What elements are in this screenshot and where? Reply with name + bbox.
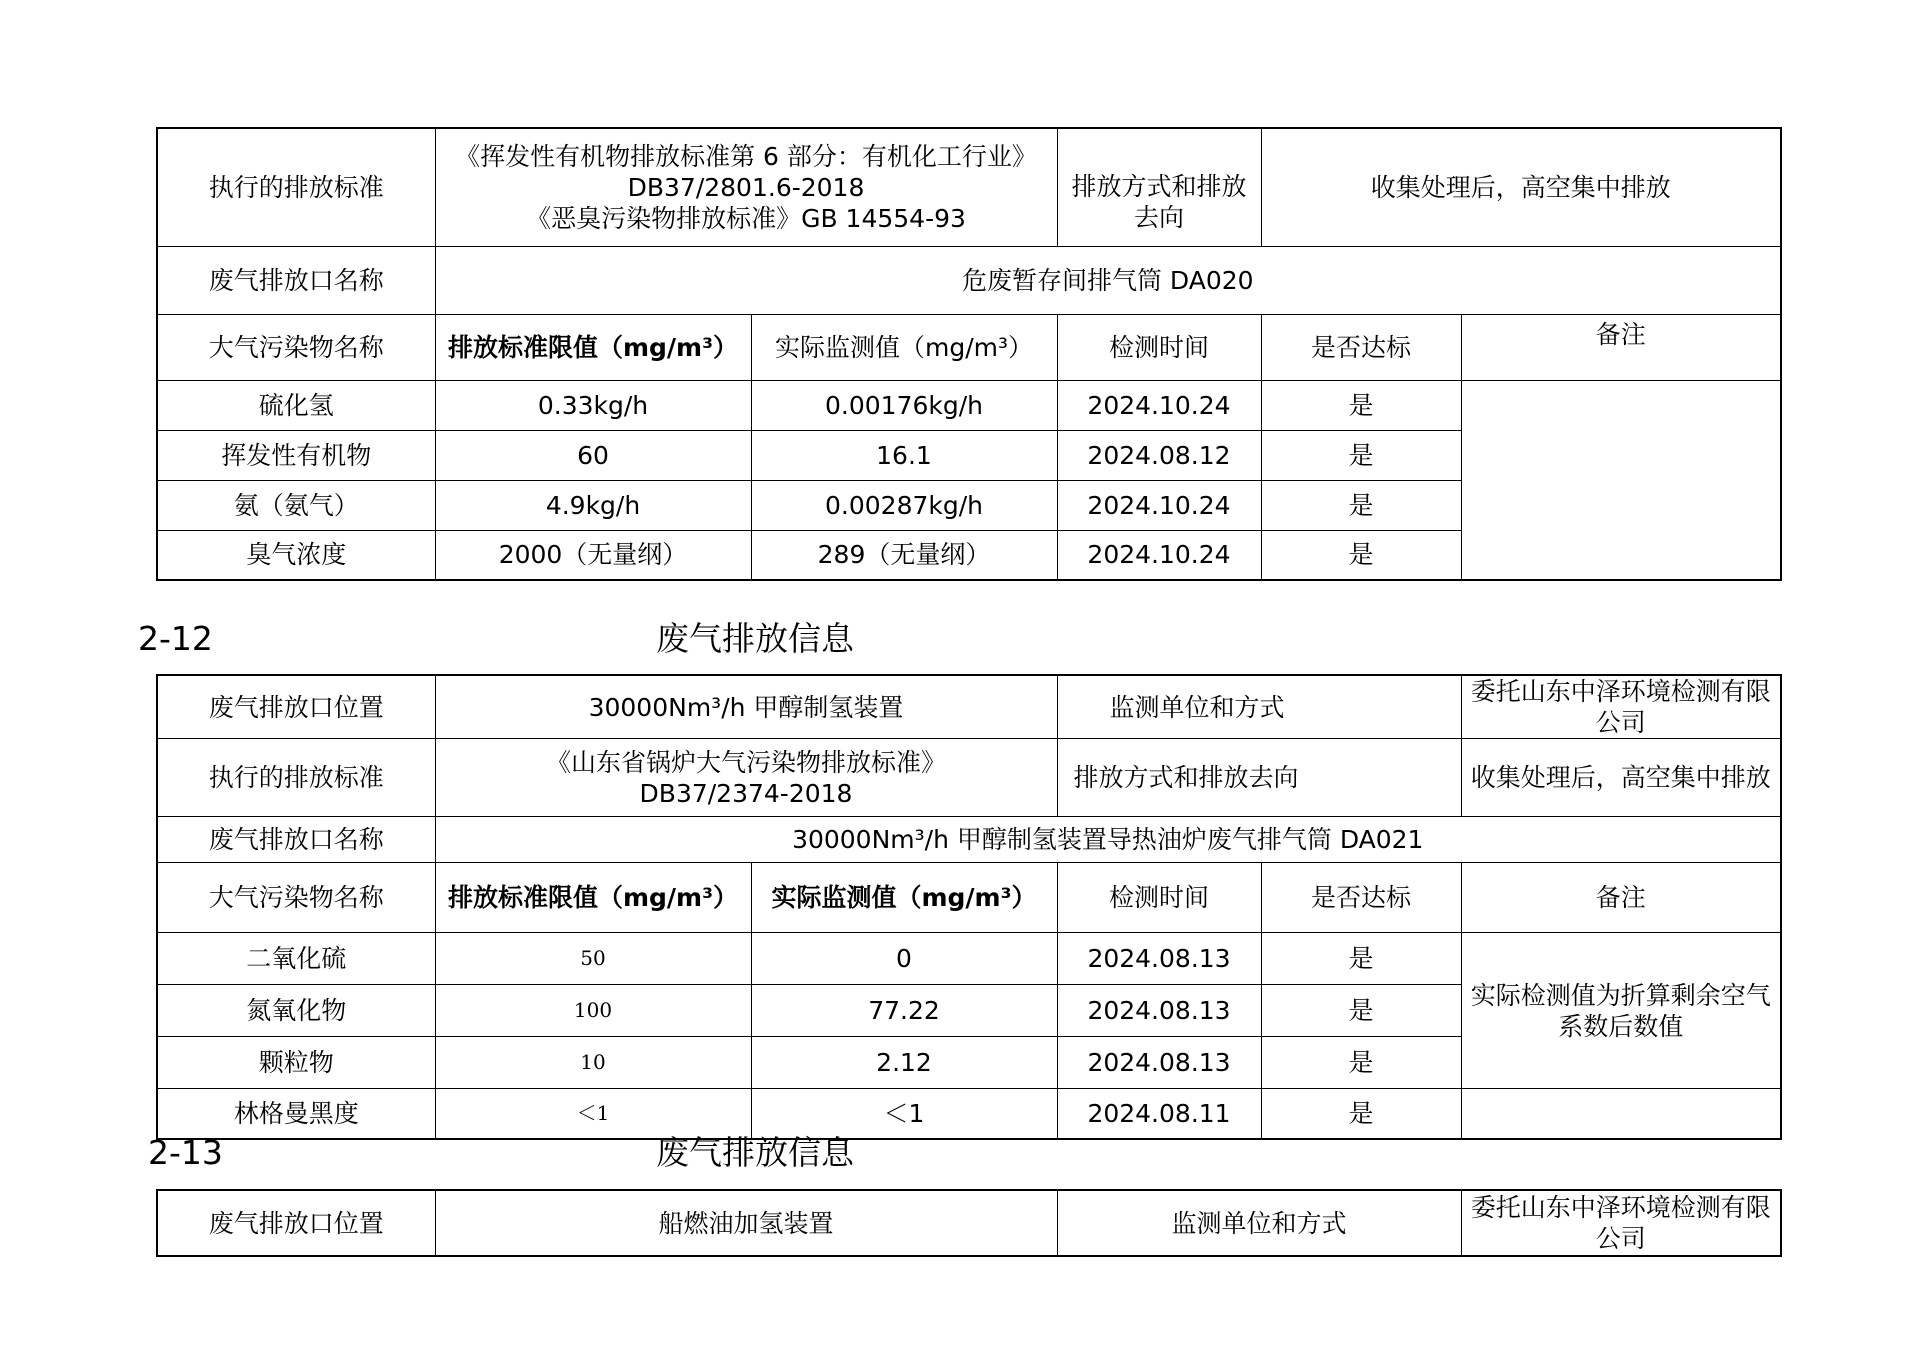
- time-cell: 2024.08.13: [1057, 933, 1261, 985]
- location-label: 废气排放口位置: [157, 675, 435, 739]
- emission-table-hydro: [156, 1189, 1782, 1257]
- standard-line-2: DB37/2374-2018: [639, 778, 853, 808]
- location-value: 30000Nm³/h 甲醇制氢装置: [435, 675, 1057, 739]
- discharge-label: 排放方式和排放去向: [1057, 128, 1261, 246]
- time-cell: 2024.10.24: [1057, 480, 1261, 530]
- header-pollutant: 大气污染物名称: [157, 863, 435, 933]
- pollutant-cell: 氨（氨气）: [157, 480, 435, 530]
- limit-cell: 0.33kg/h: [435, 380, 751, 430]
- header-limit: 排放标准限值（mg/m³）: [435, 314, 751, 380]
- time-cell: 2024.08.12: [1057, 430, 1261, 480]
- remark-cell: [1461, 380, 1781, 580]
- pollutant-cell: 林格曼黑度: [157, 1089, 435, 1139]
- header-pollutant: 大气污染物名称: [157, 314, 435, 380]
- limit-cell: 60: [435, 430, 751, 480]
- remark-empty-cell: [1461, 1089, 1781, 1139]
- limit-cell: 10: [435, 1037, 751, 1089]
- compliant-cell: 是: [1261, 430, 1461, 480]
- limit-cell: 2000（无量纲）: [435, 530, 751, 580]
- limit-cell: ＜1: [435, 1089, 751, 1139]
- table-row: [157, 1089, 1781, 1139]
- outlet-name-label: 废气排放口名称: [157, 817, 435, 863]
- actual-cell: 289（无量纲）: [751, 530, 1057, 580]
- pollutant-cell: 硫化氢: [157, 380, 435, 430]
- section-title-2-12: 废气排放信息: [656, 619, 854, 658]
- outlet-name-label: 废气排放口名称: [157, 246, 435, 314]
- actual-cell: 16.1: [751, 430, 1057, 480]
- header-time: 检测时间: [1057, 863, 1261, 933]
- table-row: [157, 933, 1781, 985]
- limit-cell: 50: [435, 933, 751, 985]
- section-title-2-13: 废气排放信息: [656, 1133, 854, 1172]
- standard-line-1: 《挥发性有机物排放标准第 6 部分：有机化工行业》DB37/2801.6-2018: [455, 141, 1037, 202]
- standard-label: 执行的排放标准: [157, 128, 435, 246]
- monitor-label: 监测单位和方式: [1057, 1190, 1461, 1256]
- outlet-name-value: 危废暂存间排气筒 DA020: [435, 246, 1781, 314]
- header-remark: 备注: [1461, 314, 1781, 380]
- remark-cell: 实际检测值为折算剩余空气系数后数值: [1461, 933, 1781, 1089]
- actual-cell: ＜1: [751, 1089, 1057, 1139]
- header-limit: 排放标准限值（mg/m³）: [435, 863, 751, 933]
- standard-label: 执行的排放标准: [157, 739, 435, 817]
- location-label: 废气排放口位置: [157, 1190, 435, 1256]
- header-compliant: 是否达标: [1261, 314, 1461, 380]
- table-row: [157, 380, 1781, 430]
- emission-table-da020: [156, 127, 1782, 581]
- monitor-value: 委托山东中泽环境检测有限公司: [1461, 1190, 1781, 1256]
- discharge-value: 收集处理后，高空集中排放: [1261, 128, 1781, 246]
- actual-cell: 0: [751, 933, 1057, 985]
- compliant-cell: 是: [1261, 530, 1461, 580]
- time-cell: 2024.10.24: [1057, 530, 1261, 580]
- header-actual: 实际监测值（mg/m³）: [751, 863, 1057, 933]
- compliant-cell: 是: [1261, 380, 1461, 430]
- actual-cell: 0.00287kg/h: [751, 480, 1057, 530]
- compliant-cell: 是: [1261, 933, 1461, 985]
- monitor-value: 委托山东中泽环境检测有限公司: [1461, 675, 1781, 739]
- pollutant-cell: 氮氧化物: [157, 985, 435, 1037]
- time-cell: 2024.10.24: [1057, 380, 1261, 430]
- section-number-2-12: 2-12: [138, 619, 213, 658]
- time-cell: 2024.08.13: [1057, 1037, 1261, 1089]
- compliant-cell: 是: [1261, 480, 1461, 530]
- header-actual: 实际监测值（mg/m³）: [751, 314, 1057, 380]
- actual-cell: 77.22: [751, 985, 1057, 1037]
- compliant-cell: 是: [1261, 1089, 1461, 1139]
- monitor-label: 监测单位和方式: [1057, 675, 1461, 739]
- standard-value: [435, 739, 1057, 817]
- location-value: 船燃油加氢装置: [435, 1190, 1057, 1256]
- limit-cell: 100: [435, 985, 751, 1037]
- actual-cell: 0.00176kg/h: [751, 380, 1057, 430]
- discharge-value: 收集处理后，高空集中排放: [1461, 739, 1781, 817]
- actual-cell: 2.12: [751, 1037, 1057, 1089]
- compliant-cell: 是: [1261, 985, 1461, 1037]
- header-remark: 备注: [1461, 863, 1781, 933]
- section-number-2-13: 2-13: [148, 1133, 223, 1172]
- standard-line-1: 《山东省锅炉大气污染物排放标准》: [546, 747, 947, 777]
- header-compliant: 是否达标: [1261, 863, 1461, 933]
- pollutant-cell: 二氧化硫: [157, 933, 435, 985]
- discharge-label: 排放方式和排放去向: [1057, 739, 1461, 817]
- pollutant-cell: 颗粒物: [157, 1037, 435, 1089]
- header-time: 检测时间: [1057, 314, 1261, 380]
- emission-table-da021: [156, 674, 1782, 1140]
- compliant-cell: 是: [1261, 1037, 1461, 1089]
- outlet-name-value: 30000Nm³/h 甲醇制氢装置导热油炉废气排气筒 DA021: [435, 817, 1781, 863]
- time-cell: 2024.08.13: [1057, 985, 1261, 1037]
- pollutant-cell: 臭气浓度: [157, 530, 435, 580]
- standard-value: [435, 128, 1057, 246]
- pollutant-cell: 挥发性有机物: [157, 430, 435, 480]
- time-cell: 2024.08.11: [1057, 1089, 1261, 1139]
- limit-cell: 4.9kg/h: [435, 480, 751, 530]
- standard-line-2: 《恶臭污染物排放标准》GB 14554-93: [526, 203, 966, 233]
